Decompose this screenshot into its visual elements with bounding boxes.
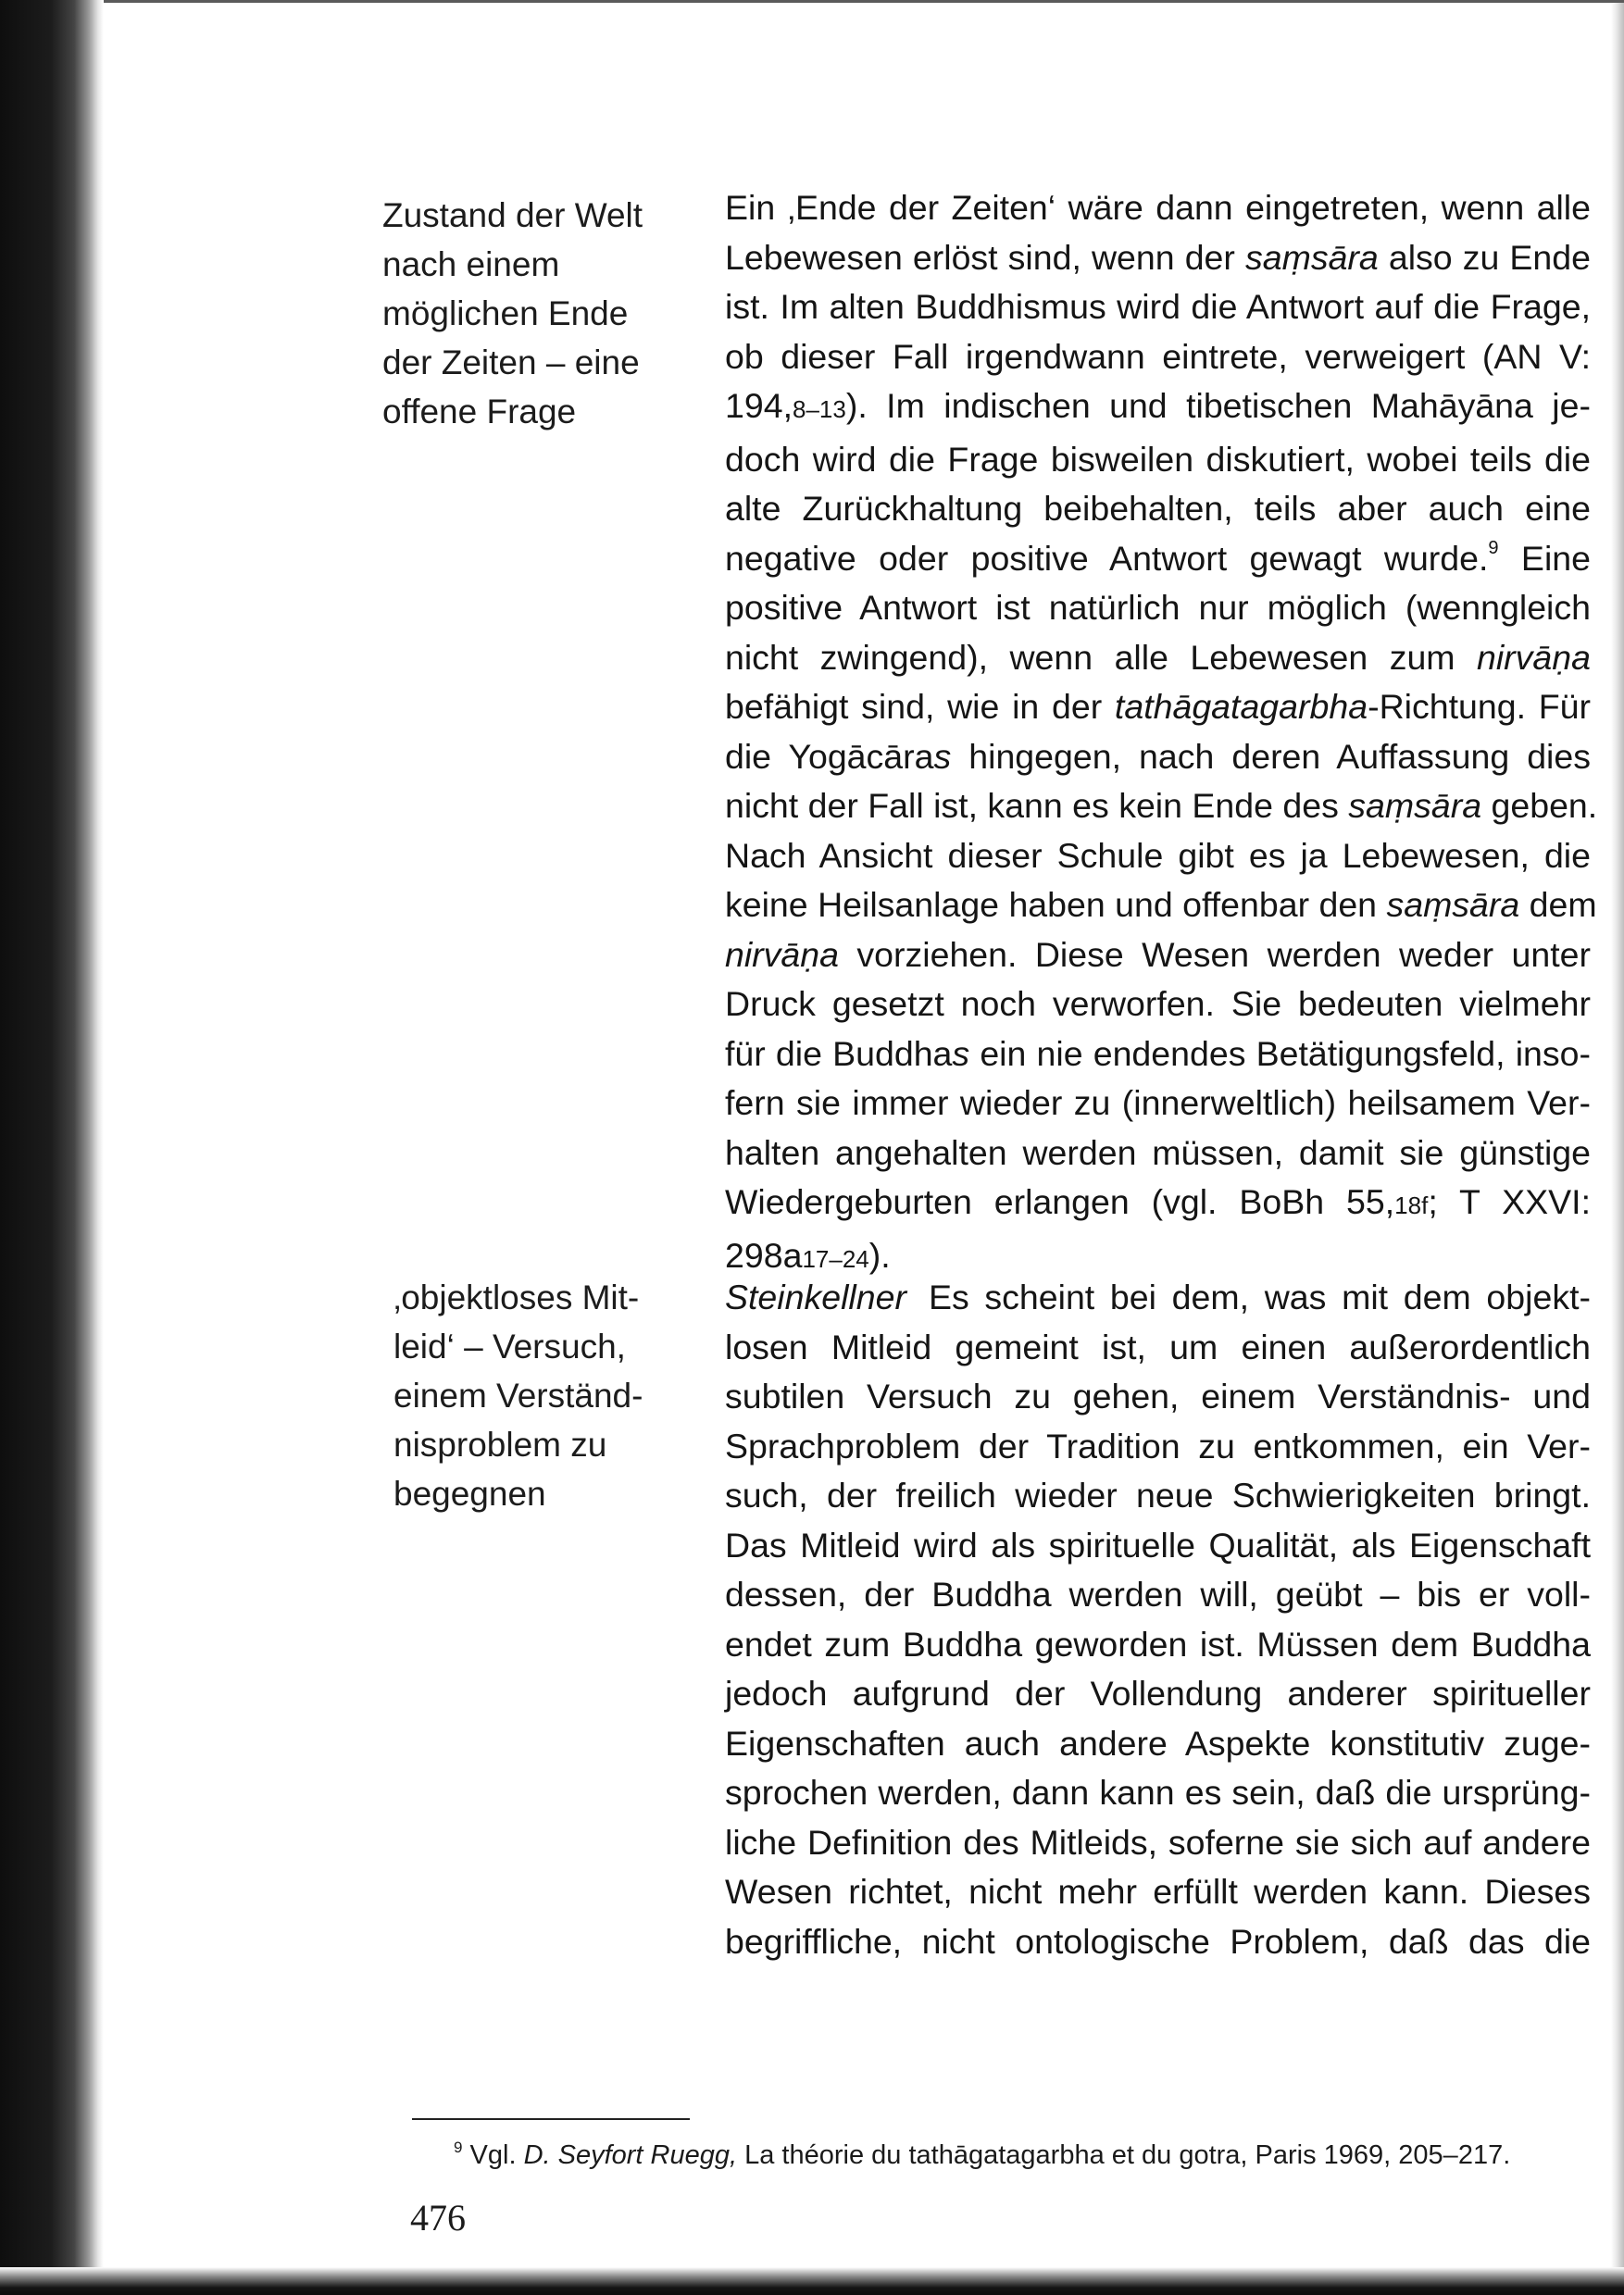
text-line: positive Antwort ist natürlich nur möglich (wenngleich: [725, 588, 1591, 627]
text-line: such, der freilich wieder neue Schwierigkeiten bringt.: [725, 1476, 1591, 1515]
margin-note-line: leid‘ – Versuch,: [394, 1328, 626, 1366]
text-line: 298a17–24).: [725, 1235, 891, 1275]
margin-note-line: einem Verständ-: [394, 1377, 643, 1415]
scan-binding-edge: [0, 0, 104, 2295]
text-line: doch wird die Frage bisweilen diskutiert, wobei teils die: [725, 439, 1591, 479]
text-line: befähigt sind, wie in der tathāgatagarbha-Richtung. Für: [725, 687, 1591, 726]
text-line: dessen, der Buddha werden will, geübt – bis er voll-: [725, 1575, 1591, 1614]
term-tathagatagarbha: tathāgatagarbha: [1114, 687, 1368, 726]
text-line: Nach Ansicht dieser Schule gibt es ja Lebewesen, die: [725, 835, 1591, 875]
text-line: Steinkellner Es scheint bei dem, was mit dem objekt-: [725, 1278, 1591, 1316]
text-line: negative oder positive Antwort gewagt wurde.$^9$ Eine: [725, 537, 1591, 578]
text-line: liche Definition des Mitleids, soferne sie sich auf andere: [725, 1822, 1591, 1862]
text-line: Druck gesetzt noch verworfen. Sie bedeuten vielmehr: [725, 984, 1591, 1023]
text-line: ist. Im alten Buddhismus wird die Antwort auf die Frage,: [725, 287, 1591, 326]
scan-top-edge: [104, 0, 1624, 3]
text-line: ob dieser Fall irgendwann eintrete, verweigert (AN V:: [725, 336, 1591, 376]
margin-note-objectless-compassion: [394, 1273, 690, 1518]
margin-note-line: nisproblem zu: [394, 1426, 607, 1464]
text-line: 194,8–13). Im indischen und tibetischen Mahāyāna je-: [725, 386, 1591, 425]
margin-note-line: offene Frage: [382, 393, 577, 430]
text-line: nirvāṇa vorziehen. Diese Wesen werden weder unter: [725, 934, 1591, 974]
term-nirvana: nirvāṇa: [1477, 637, 1591, 677]
margin-note-line: Zustand der Welt: [382, 196, 643, 234]
term-samsara: saṃsāra: [1386, 885, 1520, 924]
footnote-number: 9: [454, 2139, 463, 2156]
text-line: Eigenschaften auch andere Aspekte konstitutiv zuge-: [725, 1723, 1591, 1763]
text-line: losen Mitleid gemeint ist, um einen außerordentlich: [725, 1327, 1591, 1366]
text-line: subtilen Versuch zu gehen, einem Verständnis- und: [725, 1377, 1591, 1416]
reference-range: 18f: [1394, 1191, 1429, 1219]
margin-note-line: begegnen: [394, 1475, 546, 1513]
text-line: begriffliche, nicht ontologische Problem, daß das die: [725, 1921, 1591, 1961]
margin-note-line: möglichen Ende: [382, 294, 629, 332]
footnote: $^9$ Vgl. D. Seyfort Ruegg, La théorie du tathāgatagarbha et du gotra, Paris 1969, 205–217.: [454, 2139, 1511, 2170]
footnote-author: D. Seyfort Ruegg,: [523, 2140, 738, 2170]
margin-note-line: der Zeiten – eine: [382, 343, 640, 381]
text-line: jedoch aufgrund der Vollendung anderer spiritueller: [725, 1674, 1591, 1713]
text-line: sprochen werden, dann kann es sein, daß die ursprüng-: [725, 1773, 1591, 1812]
text-line: nicht zwingend), wenn alle Lebewesen zum nirvāṇa: [725, 637, 1591, 677]
term-samsara: saṃsāra: [1244, 237, 1379, 277]
speaker-name: Steinkellner: [725, 1278, 906, 1316]
text-line: nicht der Fall ist, kann es kein Ende des saṃsāra geben.: [725, 786, 1598, 825]
text-line: die Yogācāras hingegen, nach deren Auffassung dies: [725, 736, 1591, 776]
text-line: Sprachproblem der Tradition zu entkommen, ein Ver-: [725, 1426, 1591, 1466]
page-number: 476: [410, 2197, 466, 2239]
text-line: Wiedergeburten erlangen (vgl. BoBh 55,18f; T XXVI:: [725, 1182, 1591, 1221]
text-line: für die Buddhas ein nie endendes Betätigungsfeld, inso-: [725, 1033, 1591, 1073]
term-nirvana: nirvāṇa: [725, 934, 839, 974]
paragraph-end-of-times: [725, 183, 1598, 1284]
text-line: endet zum Buddha geworden ist. Müssen dem Buddha: [725, 1624, 1591, 1664]
text-line: Ein ‚Ende der Zeiten‘ wäre dann eingetreten, wenn alle: [725, 188, 1591, 227]
text-line: alte Zurückhaltung beibehalten, teils aber auch eine: [725, 489, 1591, 528]
scan-right-edge: [1611, 0, 1624, 2295]
scan-bottom-edge: [0, 2267, 1624, 2295]
paragraph-steinkellner: [725, 1273, 1591, 1966]
text-line: Das Mitleid wird als spirituelle Qualität, als Eigenschaft: [725, 1525, 1591, 1565]
term-samsara: saṃsāra: [1348, 786, 1482, 825]
footnote-marker: 9: [1488, 537, 1499, 558]
reference-range: 17–24: [802, 1244, 869, 1273]
margin-note-end-of-times: [382, 191, 679, 436]
text-line: Wesen richtet, nicht mehr erfüllt werden kann. Dieses: [725, 1872, 1591, 1911]
reference-range: 8–13: [793, 395, 846, 423]
margin-note-line: nach einem: [382, 245, 560, 283]
text-line: halten angehalten werden müssen, damit sie günstige: [725, 1132, 1591, 1172]
footnote-divider: [412, 2118, 690, 2120]
text-line: fern sie immer wieder zu (innerweltlich) heilsamem Ver-: [725, 1083, 1591, 1122]
text-line: keine Heilsanlage haben und offenbar den saṃsāra dem: [725, 885, 1597, 924]
text-line: Lebewesen erlöst sind, wenn der saṃsāra also zu Ende: [725, 237, 1591, 277]
margin-note-line: ‚objektloses Mit-: [394, 1278, 640, 1316]
